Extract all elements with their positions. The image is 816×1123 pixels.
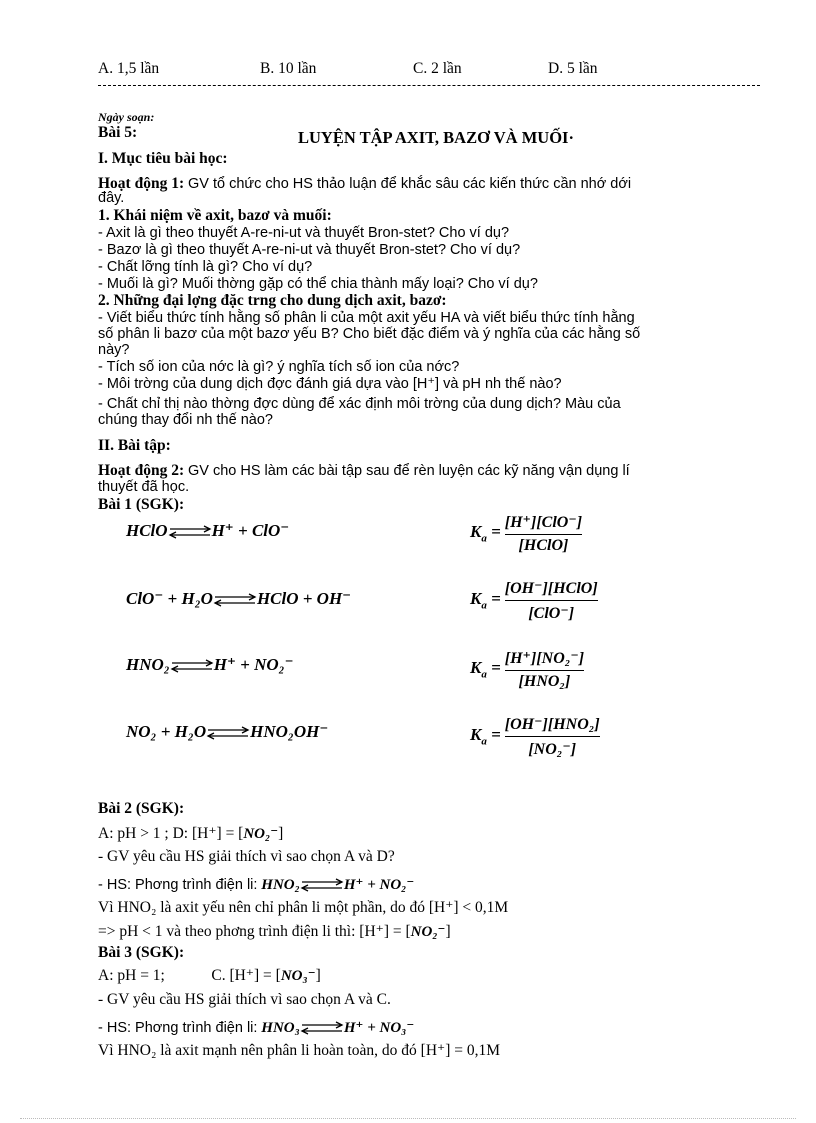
eq4-right: HNO₂OH⁻ bbox=[250, 722, 329, 741]
ka-expression-4 bbox=[470, 714, 600, 759]
s1-line-1: - Axit là gì theo thuyết A-re-ni-ut và thuyết Bron-stet? Cho ví dụ? bbox=[98, 225, 510, 241]
b2-line-4: Vì HNO₂ là axit yếu nên chỉ phân li một phần, do đó [H⁺] < 0,1M bbox=[98, 899, 509, 916]
eq4-left: NO₂ + H₂O bbox=[126, 722, 207, 741]
ka2-numerator: [OH⁻][HClO] bbox=[504, 580, 598, 597]
s2-line-5: - Môi trờng của dung dịch đợc đánh giá dựa vào [H⁺] và pH nh thế nào? bbox=[98, 376, 562, 392]
activity-1-text: GV tổ chức cho HS thảo luận để khắc sâu các kiến thức cần nhớ dới bbox=[188, 176, 632, 192]
activity-2-text-cont: thuyết đã học. bbox=[98, 479, 190, 495]
answer-c: C. 2 lần bbox=[413, 60, 462, 77]
b2-line-3: - HS: Phơng trình điện li: HNO₂ H⁺ + NO₂⁻ bbox=[98, 877, 415, 893]
lesson-title: LUYỆN TẬP AXIT, BAZƠ VÀ MUỐI· bbox=[298, 128, 574, 147]
eq3 bbox=[126, 655, 294, 675]
footer-dotted-line bbox=[20, 1118, 796, 1119]
equilibrium-arrow-icon bbox=[213, 593, 257, 607]
s1-line-4: - Muối là gì? Muối thờng gặp có thể chia thành mấy loại? Cho ví dụ? bbox=[98, 276, 538, 292]
b3-heading: Bài 3 (SGK): bbox=[98, 944, 185, 961]
activity-1-text-cont: đây. bbox=[98, 190, 125, 206]
b2-line-1: A: pH > 1 ; D: [H⁺] = [NO₂⁻] bbox=[98, 825, 284, 842]
s1-heading: 1. Khái niệm về axit, bazơ và muối: bbox=[98, 207, 332, 224]
ka1-denominator: [HClO] bbox=[518, 537, 569, 554]
eq2-left: ClO⁻ + H₂O bbox=[126, 589, 213, 608]
no2-formula: NO₂⁻ bbox=[243, 826, 279, 842]
ka-label: $K_a$ = bbox=[470, 522, 501, 545]
s2-line-1: - Viết biểu thức tính hằng số phân li của một axit yếu HA và viết biểu thức tính hằng bbox=[98, 310, 635, 326]
b2-line-2: - GV yêu cầu HS giải thích vì sao chọn A và D? bbox=[98, 848, 395, 865]
ka4-numerator: [OH⁻][HNO₂] bbox=[504, 716, 600, 733]
s2-line-7: chúng thay đổi nh thế nào? bbox=[98, 412, 273, 428]
b3-line-2: - GV yêu cầu HS giải thích vì sao chọn A và C. bbox=[98, 991, 391, 1008]
activity-2-label: Hoạt động 2: bbox=[98, 462, 185, 479]
ka4-denominator: [NO₂⁻] bbox=[528, 741, 577, 758]
s2-line-2: số phân li bazơ của một bazơ yếu B? Cho biết đặc điểm và ý nghĩa của các hằng số bbox=[98, 326, 641, 342]
date-label: Ngày soạn: bbox=[98, 110, 155, 124]
activity-1-label: Hoạt động 1: bbox=[98, 175, 185, 192]
eq3-left: HNO₂ bbox=[126, 655, 170, 674]
ka3-denominator: [HNO₂] bbox=[518, 673, 571, 690]
ka-label: $K_a$ = bbox=[470, 658, 501, 681]
s1-line-3: - Chất lỡng tính là gì? Cho ví dụ? bbox=[98, 259, 313, 275]
b3-line-3: - HS: Phơng trình điện li: HNO₃ H⁺ + NO₃⁻ bbox=[98, 1020, 415, 1036]
separator-line bbox=[98, 85, 760, 86]
s2-line-6: - Chất chỉ thị nào thờng đợc dùng để xác định môi trờng của dung dịch? Màu của bbox=[98, 396, 621, 412]
b2-line-5: => pH < 1 và theo phơng trình điện li thì: [H⁺] = [NO₂⁻] bbox=[98, 923, 451, 940]
ka-label: $K_a$ = bbox=[470, 725, 501, 748]
eq4 bbox=[126, 722, 328, 742]
equilibrium-arrow-icon bbox=[168, 525, 212, 539]
eq1 bbox=[126, 521, 289, 541]
activity-1 bbox=[98, 175, 631, 193]
answer-b: B. 10 lần bbox=[260, 60, 317, 77]
ka-label: $K_a$ = bbox=[470, 589, 501, 612]
ka-expression-1 bbox=[470, 512, 582, 555]
section-exercises: II. Bài tập: bbox=[98, 437, 171, 454]
equilibrium-arrow-icon bbox=[206, 726, 250, 740]
section-objectives: I. Mục tiêu bài học: bbox=[98, 150, 228, 167]
s2-line-3: này? bbox=[98, 342, 130, 358]
b1-heading: Bài 1 (SGK): bbox=[98, 496, 185, 513]
b3-line-4: Vì HNO₂ là axit mạnh nên phân li hoàn toàn, do đó [H⁺] = 0,1M bbox=[98, 1042, 501, 1059]
ka2-denominator: [ClO⁻] bbox=[528, 605, 575, 622]
eq3-right: H⁺ + NO₂⁻ bbox=[213, 655, 294, 674]
eq1-left: HClO bbox=[126, 521, 168, 540]
equilibrium-arrow-icon bbox=[170, 659, 214, 673]
ka-expression-2 bbox=[470, 578, 598, 623]
equilibrium-arrow-icon bbox=[300, 878, 344, 892]
ka1-numerator: [H⁺][ClO⁻] bbox=[504, 514, 583, 531]
eq2 bbox=[126, 589, 351, 609]
s1-line-2: - Bazơ là gì theo thuyết A-re-ni-ut và thuyết Bron-stet? Cho ví dụ? bbox=[98, 242, 521, 258]
activity-2-text: GV cho HS làm các bài tập sau để rèn luyện các kỹ năng vận dụng lí bbox=[188, 463, 630, 479]
eq1-right: H⁺ + ClO⁻ bbox=[211, 521, 290, 540]
answer-a: A. 1,5 lần bbox=[98, 60, 160, 77]
activity-2 bbox=[98, 462, 630, 480]
b3-line-1: A: pH = 1; C. [H⁺] = [NO₃⁻] bbox=[98, 967, 321, 984]
s2-heading: 2. Những đại lợng đặc trng cho dung dịch axit, bazơ: bbox=[98, 292, 447, 309]
equilibrium-arrow-icon bbox=[300, 1021, 344, 1035]
eq2-right: HClO + OH⁻ bbox=[256, 589, 352, 608]
ka3-numerator: [H⁺][NO₂⁻] bbox=[504, 650, 585, 667]
lesson-number: Bài 5: bbox=[98, 124, 138, 141]
answer-d: D. 5 lần bbox=[548, 60, 598, 77]
b2-heading: Bài 2 (SGK): bbox=[98, 800, 185, 817]
s2-line-4: - Tích số ion của nớc là gì? ý nghĩa tích số ion của nớc? bbox=[98, 359, 460, 375]
ka-expression-3 bbox=[470, 648, 584, 691]
